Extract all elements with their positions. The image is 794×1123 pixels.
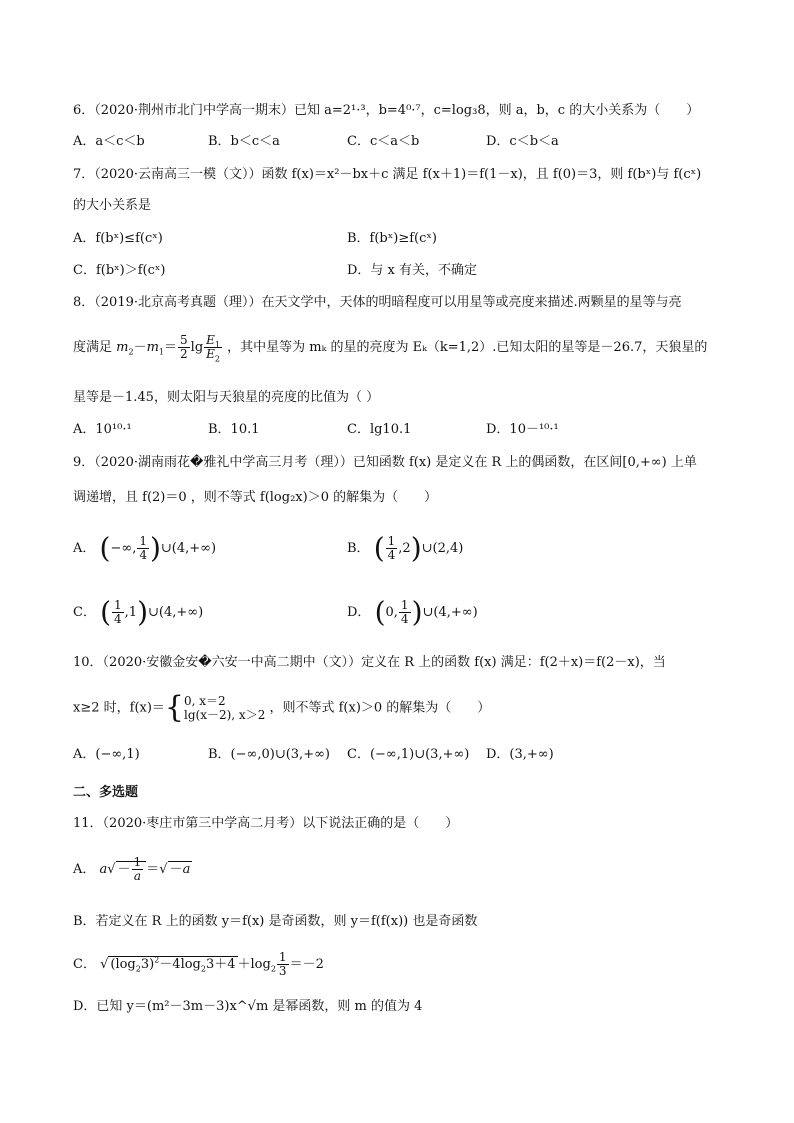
q9-option-b: B． ( $\frac{1}{4}$ ,2)∪(2,4) <box>347 531 464 565</box>
q6-option-d: D．c＜b＜a <box>486 134 559 149</box>
q11-stem: 11．（2020·枣庄市第三中学高二月考）以下说法正确的是（ ） <box>73 816 459 831</box>
q11-option-b: B．若定义在 R 上的函数 y＝f(x) 是奇函数，则 y＝f(f(x)) 也是奇函数 <box>73 914 478 929</box>
q10-piece-2: lg(x－2), x＞2 <box>184 708 266 722</box>
q7-option-b: B．f(bˣ)≥f(cˣ) <box>347 231 437 246</box>
q9-option-c-label: C． <box>73 605 96 620</box>
q8-option-a: A．10¹⁰·¹ <box>73 422 132 437</box>
q8-formula: $m_2-m_1=$ $\frac{5}{2}$ lg $\frac{E_1}{E_2}$ <box>116 333 221 364</box>
q7-option-d: D．与 x 有关，不确定 <box>347 263 478 278</box>
section-heading: 二、多选题 <box>73 785 139 800</box>
q6-option-c: C．c＜a＜b <box>347 134 420 149</box>
q8-option-c: C．lg10.1 <box>347 422 412 437</box>
q11-option-c-label: C． <box>73 957 96 972</box>
q10-stem: 10．（2020·安徽金安�六安一中高二期中（文））定义在 R 上的函数 f(x) 满足：f(2＋x)＝f(2－x)，当 <box>73 655 666 670</box>
q8-stem-line2 <box>73 328 707 368</box>
q8-stem-cont: 星等是－1.45，则太阳与天狼星的亮度的比值为（ ） <box>73 390 380 405</box>
q9-option-d-label: D． <box>347 605 371 620</box>
q8-option-b: B．10.1 <box>208 422 260 437</box>
q10-stem-suffix: ，则不等式 f(x)＞0 的解集为（ ） <box>269 700 491 716</box>
q6-stem: 6．（2020·荆州市北门中学高一期末）已知 a=2¹·³，b=4⁰·⁷，c=log₃8，则 a，b，c 的大小关系为（ ） <box>73 103 700 118</box>
q10-stem-prefix: x≥2 时，f(x)＝ <box>73 700 165 716</box>
q7-option-c: C．f(bˣ)＞f(cˣ) <box>73 263 166 278</box>
q8-stem-suffix: ，其中星等为 mₖ 的星的亮度为 Eₖ（k=1,2）.已知太阳的星等是－26.7，天狼星的 <box>227 340 708 355</box>
q10-piece-1: 0, x＝2 <box>184 694 226 708</box>
q6-option-b: B．b＜c＜a <box>208 134 280 149</box>
q6-option-a: A．a＜c＜b <box>73 134 145 149</box>
q10-option-b: B．(−∞,0)∪(3,+∞) <box>208 747 330 762</box>
q8-option-d: D．10－¹⁰·¹ <box>486 422 559 437</box>
q10-option-a: A．(−∞,1) <box>73 747 140 762</box>
q11-option-a-label: A． <box>73 862 96 877</box>
q10-stem-line2: x≥2 时，f(x)＝{ 0, x＝2 lg(x－2), x＞2 ，则不等式 f(x)＞0 的解集为（ ） <box>73 690 491 725</box>
q9-option-a-label: A． <box>73 541 96 556</box>
q9-stem-cont: 调递增，且 f(2)＝0 ，则不等式 f(log₂x)＞0 的解集为（ ） <box>73 490 438 505</box>
q8-stem: 8．（2019·北京高考真题（理））在天文学中，天体的明暗程度可以用星等或亮度来描述.两颗星的星等与亮 <box>73 295 682 310</box>
q9-option-c: C． ( $\frac{1}{4}$ ,1)∪(4,+∞) <box>73 595 204 629</box>
q8-stem-prefix: 度满足 <box>73 340 113 355</box>
q9-option-b-label: B． <box>347 541 370 556</box>
q10-option-c: C．(−∞,1)∪(3,+∞) <box>347 747 470 762</box>
q9-stem: 9．（2020·湖南雨花�雅礼中学高三月考（理））已知函数 f(x) 是定义在 R 上的偶函数，在区间[0,+∞) 上单 <box>73 455 697 470</box>
q10-option-d: D．(3,+∞) <box>486 747 554 762</box>
q11-option-d: D．已知 y＝(m²－3m－3)x^√m 是幂函数，则 m 的值为 4 <box>73 999 423 1014</box>
q7-option-a: A．f(bˣ)≤f(cˣ) <box>73 231 163 246</box>
q11-option-a: A． a√ － $\frac{1}{a}$ ＝√ －a <box>73 855 191 883</box>
q7-stem-cont: 的大小关系是 <box>73 198 152 213</box>
q9-option-d: D． (0, $\frac{1}{4}$ )∪(4,+∞) <box>347 595 478 629</box>
q7-stem: 7．（2020·云南高三一模（文））函数 f(x)＝x²－bx＋c 满足 f(x＋1)＝f(1－x)，且 f(0)＝3，则 f(bˣ)与 f(cˣ) <box>73 167 702 182</box>
q11-option-c: C． √ $(\log_23)^2-4\log_23+4 +\log_2$ $\frac{1}{3}$ ＝－2 <box>73 950 324 978</box>
q9-option-a: A． (−∞, $\frac{1}{4}$ )∪(4,+∞) <box>73 531 217 565</box>
